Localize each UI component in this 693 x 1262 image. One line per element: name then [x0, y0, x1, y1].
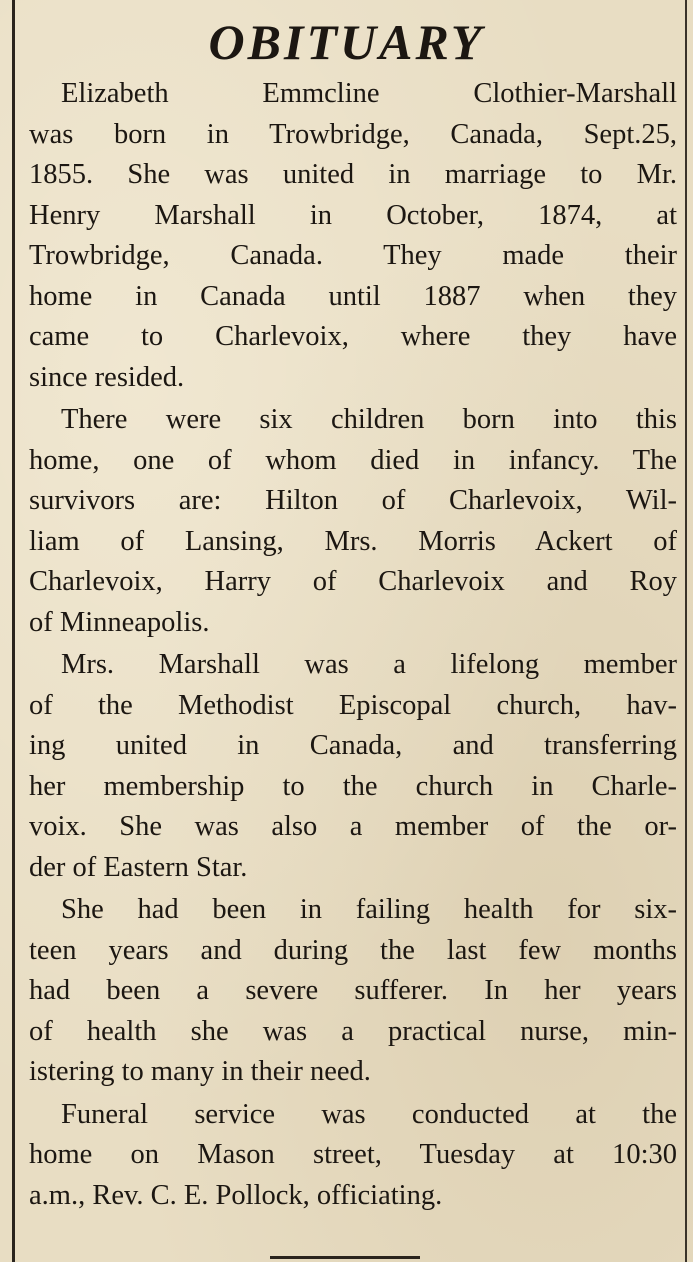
text-line: Trowbridge, Canada. They made their: [29, 240, 677, 271]
left-column-rule: [12, 0, 15, 1262]
paragraph-health: [29, 890, 677, 1093]
text-line: survivors are: Hilton of Charlevoix, Wil-: [29, 485, 677, 516]
text-line: istering to many in their need.: [29, 1056, 371, 1087]
paragraph-church: [29, 645, 677, 888]
text-line: Funeral service was conducted at the: [61, 1098, 677, 1130]
paragraph-birth-marriage: [29, 74, 677, 398]
paragraph-children: [29, 400, 677, 643]
text-line: had been a severe sufferer. In her years: [29, 975, 677, 1006]
text-line: a.m., Rev. C. E. Pollock, officiating.: [29, 1179, 443, 1211]
text-line: There were six children born into this: [61, 404, 677, 435]
text-line: home on Mason street, Tuesday at 10:30: [29, 1139, 677, 1170]
text-line: of the Methodist Episcopal church, hav-: [29, 689, 677, 721]
text-line: was born in Trowbridge, Canada, Sept.25,: [29, 118, 677, 150]
text-line: home, one of whom died in infancy. The: [29, 444, 677, 476]
text-line: teen years and during the last few months: [29, 934, 677, 966]
text-line: Mrs. Marshall was a lifelong member: [61, 649, 677, 680]
text-line: She had been in failing health for six-: [61, 894, 677, 925]
text-line: of Minneapolis.: [29, 606, 210, 638]
bottom-rule: [270, 1256, 420, 1259]
text-line: Elizabeth Emmcline Clothier-Marshall: [61, 78, 677, 109]
paragraph-funeral: [29, 1095, 677, 1217]
text-line: der of Eastern Star.: [29, 851, 248, 883]
text-line: ing united in Canada, and transferring: [29, 730, 677, 761]
obituary-body: [29, 74, 677, 1216]
text-line: since resided.: [29, 361, 185, 393]
text-line: her membership to the church in Charle-: [29, 770, 677, 802]
right-column-rule: [685, 0, 687, 1262]
text-line: 1855. She was united in marriage to Mr.: [29, 159, 677, 190]
text-line: home in Canada until 1887 when they: [29, 280, 677, 312]
text-line: of health she was a practical nurse, min-: [29, 1015, 677, 1047]
text-line: Charlevoix, Harry of Charlevoix and Roy: [29, 566, 677, 597]
text-line: voix. She was also a member of the or-: [29, 811, 677, 842]
text-line: Henry Marshall in October, 1874, at: [29, 199, 677, 231]
text-line: liam of Lansing, Mrs. Morris Ackert of: [29, 525, 677, 557]
obituary-heading: OBITUARY: [208, 14, 485, 70]
text-line: came to Charlevoix, where they have: [29, 321, 677, 352]
